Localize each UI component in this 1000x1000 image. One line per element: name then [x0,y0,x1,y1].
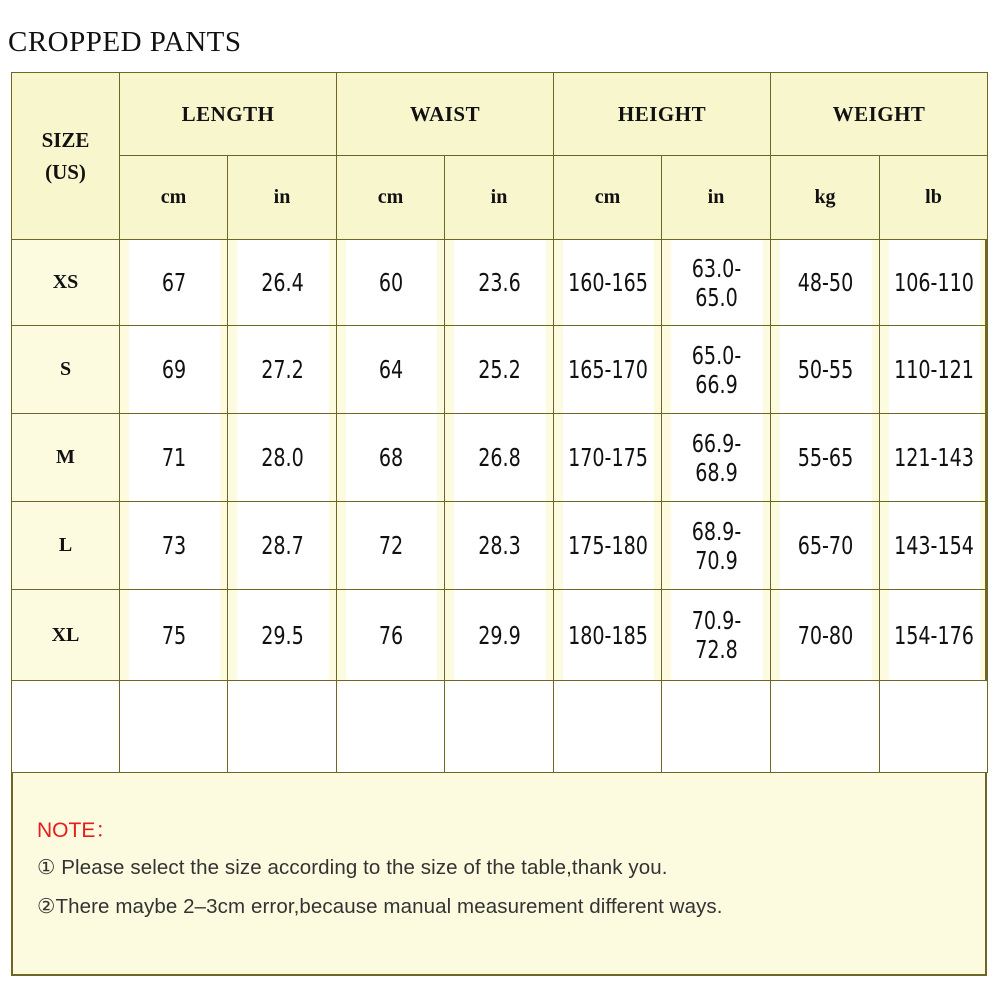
value-cell: 160-165 [562,240,654,326]
value-cell: 165-170 [562,326,654,414]
value-cell: 28.0 [236,414,329,502]
value-cell: 76 [345,590,437,681]
value-cell: 29.9 [453,590,546,681]
unit-header: in [445,156,554,240]
value-cell: 66.9-68.9 [670,414,763,502]
value-cell: 55-65 [779,414,872,502]
unit-header: cm [337,156,445,240]
value-cell: 29.5 [236,590,329,681]
size-label: XS [12,240,120,326]
value-cell: 50-55 [779,326,872,414]
size-label: M [12,414,120,502]
value-cell: 26.4 [236,240,329,326]
value-cell: 68 [345,414,437,502]
size-header-region: (US) [45,160,86,184]
empty-cell [554,681,662,773]
group-header-height: HEIGHT [554,73,771,156]
table-row [12,414,988,502]
table-row [12,240,988,326]
group-header-length: LENGTH [120,73,337,156]
table-row-empty [12,681,988,773]
unit-header: in [662,156,771,240]
size-label: XL [12,590,120,681]
empty-cell [228,681,337,773]
value-cell: 70-80 [779,590,872,681]
value-cell: 25.2 [453,326,546,414]
unit-header: kg [771,156,880,240]
note-line-2: ②There maybe 2–3cm error,because manual measurement different ways. [37,895,723,918]
value-cell: 154-176 [888,590,980,681]
value-cell: 48-50 [779,240,872,326]
unit-header: cm [120,156,228,240]
note-section [37,814,723,933]
value-cell: 65-70 [779,502,872,590]
size-chart-table [11,72,988,773]
empty-cell [771,681,880,773]
empty-cell [445,681,554,773]
value-cell: 71 [128,414,220,502]
note-line-1: ① Please select the size according to the size of the table,thank you. [37,856,668,879]
group-header-waist: WAIST [337,73,554,156]
value-cell: 72 [345,502,437,590]
size-header-label: SIZE [41,128,90,152]
value-cell: 67 [128,240,220,326]
value-cell: 63.0-65.0 [670,240,763,326]
value-cell: 175-180 [562,502,654,590]
value-cell: 23.6 [453,240,546,326]
size-header [12,73,120,240]
value-cell: 143-154 [888,502,980,590]
value-cell: 64 [345,326,437,414]
size-label: S [12,326,120,414]
table-row [12,502,988,590]
table-row [12,326,988,414]
note-title: NOTE： [37,819,117,842]
unit-header: cm [554,156,662,240]
value-cell: 69 [128,326,220,414]
empty-cell [880,681,988,773]
value-cell: 121-143 [888,414,980,502]
value-cell: 26.8 [453,414,546,502]
value-cell: 75 [128,590,220,681]
value-cell: 28.3 [453,502,546,590]
value-cell: 106-110 [888,240,980,326]
table-row [12,590,988,681]
empty-cell [12,681,120,773]
size-label: L [12,502,120,590]
group-header-weight: WEIGHT [771,73,988,156]
value-cell: 60 [345,240,437,326]
value-cell: 27.2 [236,326,329,414]
value-cell: 180-185 [562,590,654,681]
value-cell: 70.9-72.8 [670,590,763,681]
page-title: CROPPED PANTS [8,26,242,58]
empty-cell [337,681,445,773]
unit-header: lb [880,156,988,240]
value-cell: 73 [128,502,220,590]
value-cell: 68.9-70.9 [670,502,763,590]
unit-header: in [228,156,337,240]
value-cell: 65.0-66.9 [670,326,763,414]
value-cell: 170-175 [562,414,654,502]
empty-cell [120,681,228,773]
value-cell: 28.7 [236,502,329,590]
value-cell: 110-121 [888,326,980,414]
empty-cell [662,681,771,773]
